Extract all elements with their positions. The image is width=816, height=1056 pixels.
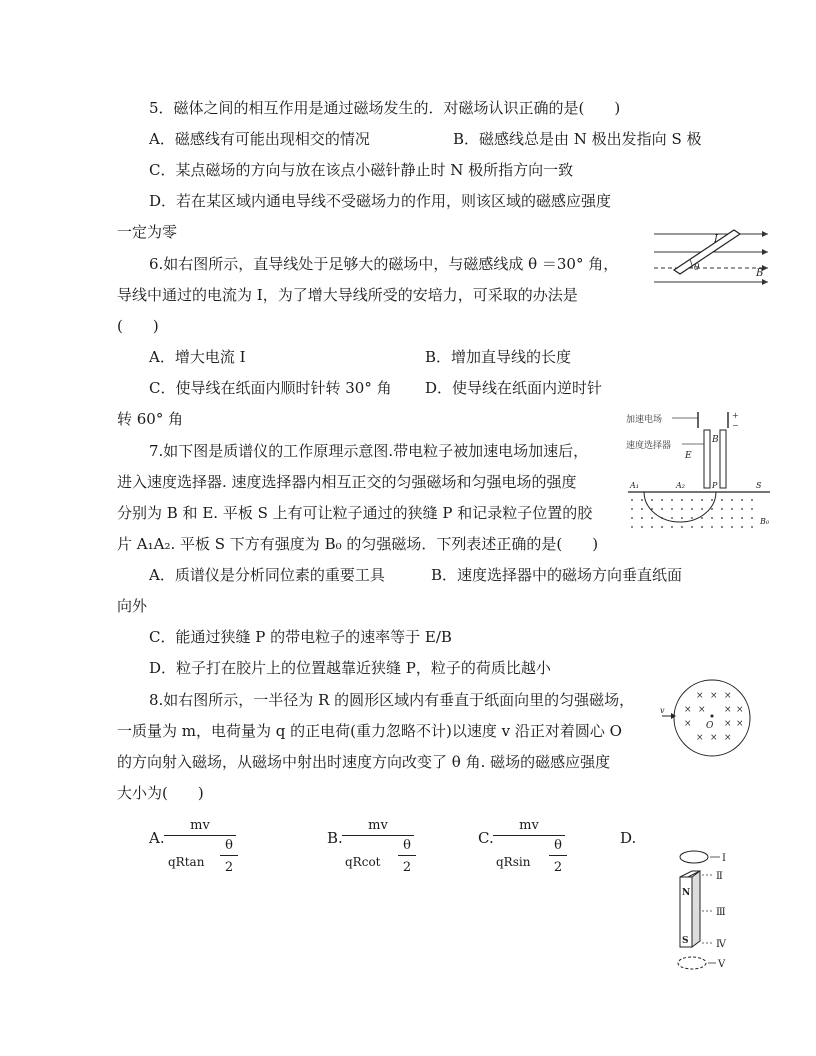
field-cross: ×	[684, 705, 692, 715]
magnet-label-n: N	[682, 888, 691, 898]
q6-option-d-continued: 转 60° 角	[117, 410, 184, 428]
q7-label-b: B	[712, 435, 719, 445]
q8-option-c-fraction	[493, 818, 565, 836]
field-cross: ×	[724, 719, 732, 729]
q8-label-v: v	[660, 706, 665, 715]
q7-stem-line2: 进入速度选择器. 速度选择器内相互正交的匀强磁场和匀强电场的强度	[117, 473, 577, 491]
q8-option-b-fraction	[342, 818, 414, 836]
q8-label-o: O	[706, 721, 714, 731]
q8-option-c-half-angle	[549, 838, 567, 875]
q5-option-b: B．磁感线总是由 N 极出发指向 S 极	[453, 130, 702, 148]
ring-label-5: Ⅴ	[718, 959, 726, 970]
q7-option-b: B．速度选择器中的磁场方向垂直纸面	[431, 566, 683, 584]
q7-label-velocity-selector: 速度选择器	[626, 441, 672, 451]
q7-label-plus: +	[732, 411, 739, 420]
q8-option-a-half-num: θ	[220, 838, 238, 856]
q6-option-c: C．使导线在纸面内顺时针转 30° 角	[149, 379, 392, 397]
q6-label-current: I	[714, 234, 718, 245]
field-cross: ×	[710, 691, 718, 701]
q6-stem-line3: ( )	[117, 317, 159, 335]
ring-label-1: Ⅰ	[722, 853, 726, 864]
q8-option-c-numerator: mv	[493, 818, 565, 836]
q8-option-d-letter: D.	[620, 829, 637, 847]
q7-stem-line1: 7.如下图是质谱仪的工作原理示意图.带电粒子被加速电场加速后，	[149, 442, 589, 460]
q8-stem-line1: 8.如右图所示，一半径为 R 的圆形区域内有垂直于纸面向里的匀强磁场，	[149, 691, 635, 709]
field-cross: ×	[696, 691, 704, 701]
q6-option-b: B．增加直导线的长度	[425, 348, 572, 366]
q7-label-e: E	[685, 451, 692, 461]
q7-option-b-continued: 向外	[117, 597, 148, 615]
q6-stem-line1: 6.如右图所示，直导线处于足够大的磁场中，与磁感线成 θ ＝30° 角，	[149, 255, 619, 273]
q8-option-a-denominator: qRtan	[168, 855, 205, 869]
q5-option-d-continued: 一定为零	[117, 223, 178, 241]
q8-stem-line2: 一质量为 m，电荷量为 q 的正电荷(重力忽略不计)以速度 v 沿正对着圆心 O	[117, 722, 622, 740]
q8-option-b-numerator: mv	[342, 818, 414, 836]
q8-circular-field-figure	[660, 676, 760, 760]
bar-magnet-rings-figure	[672, 845, 762, 975]
q7-mass-spectrometer-figure	[624, 408, 774, 536]
q7-option-d: D．粒子打在胶片上的位置越靠近狭缝 P，粒子的荷质比越小	[149, 659, 551, 677]
q8-option-b-half-den: 2	[402, 860, 412, 875]
field-cross: ×	[736, 705, 744, 715]
q6-stem-line2: 导线中通过的电流为 I，为了增大导线所受的安培力，可采取的办法是	[117, 286, 578, 304]
q5-option-a: A．磁感线有可能出现相交的情况	[149, 130, 370, 148]
q7-label-accel-field: 加速电场	[626, 415, 663, 425]
q7-option-a: A．质谱仪是分析同位素的重要工具	[149, 566, 385, 584]
q5-option-c: C．某点磁场的方向与放在该点小磁针静止时 N 极所指方向一致	[149, 161, 574, 179]
q5-stem: 5．磁体之间的相互作用是通过磁场发生的．对磁场认识正确的是( )	[149, 99, 621, 117]
q7-label-a2: A₂	[676, 481, 685, 490]
q8-option-a-letter: A.	[149, 829, 165, 847]
field-cross: ×	[724, 733, 732, 743]
q7-label-minus: −	[732, 421, 739, 430]
q7-label-p: P	[712, 481, 718, 490]
field-cross: ×	[684, 719, 692, 729]
field-cross: ×	[698, 705, 706, 715]
q7-label-a1: A₁	[630, 481, 639, 490]
q8-option-b-half-num: θ	[398, 838, 416, 856]
q7-stem-line3: 分别为 B 和 E. 平板 S 上有可让粒子通过的狭缝 P 和记录粒子位置的胶	[117, 504, 593, 522]
q7-label-b0: B₀	[760, 517, 770, 526]
q8-option-a-half-angle	[220, 838, 238, 875]
q8-option-a-half-den: 2	[224, 860, 234, 875]
q8-option-b-letter: B.	[327, 829, 343, 847]
ring-label-2: Ⅱ	[716, 871, 723, 882]
q7-stem-line4: 片 A₁A₂. 平板 S 下方有强度为 B₀ 的匀强磁场．下列表述正确的是( )	[117, 535, 599, 553]
q8-stem-line3: 的方向射入磁场，从磁场中射出时速度方向改变了 θ 角. 磁场的磁感应强度	[117, 753, 611, 771]
ring-label-4: Ⅳ	[716, 939, 726, 950]
q7-option-c: C．能通过狭缝 P 的带电粒子的速率等于 E/B	[149, 628, 452, 646]
q6-label-b: B	[756, 268, 764, 279]
q7-label-s: S	[756, 481, 762, 490]
field-cross: ×	[710, 733, 718, 743]
field-cross: ×	[696, 733, 704, 743]
ring-label-3: Ⅲ	[716, 907, 726, 918]
q8-option-c-letter: C.	[478, 829, 494, 847]
q8-option-c-half-den: 2	[553, 860, 563, 875]
q8-option-a-fraction	[164, 818, 236, 836]
field-cross: ×	[724, 705, 732, 715]
q8-option-c-denominator: qRsin	[496, 855, 531, 869]
q5-option-d: D．若在某区域内通电导线不受磁场力的作用，则该区域的磁感应强度	[149, 192, 612, 210]
q6-wire-figure	[652, 222, 772, 292]
q8-option-b-denominator: qRcot	[345, 855, 381, 869]
q8-stem-line4: 大小为( )	[117, 784, 204, 802]
q6-option-a: A．增大电流 I	[149, 348, 246, 366]
q6-label-theta: θ	[694, 263, 700, 273]
q8-option-c-half-num: θ	[549, 838, 567, 856]
q8-option-a-numerator: mv	[164, 818, 236, 836]
q8-option-b-half-angle	[398, 838, 416, 875]
q6-option-d: D．使导线在纸面内逆时针	[425, 379, 603, 397]
magnet-label-s: S	[682, 936, 689, 946]
field-cross: ×	[736, 719, 744, 729]
field-cross: ×	[724, 691, 732, 701]
